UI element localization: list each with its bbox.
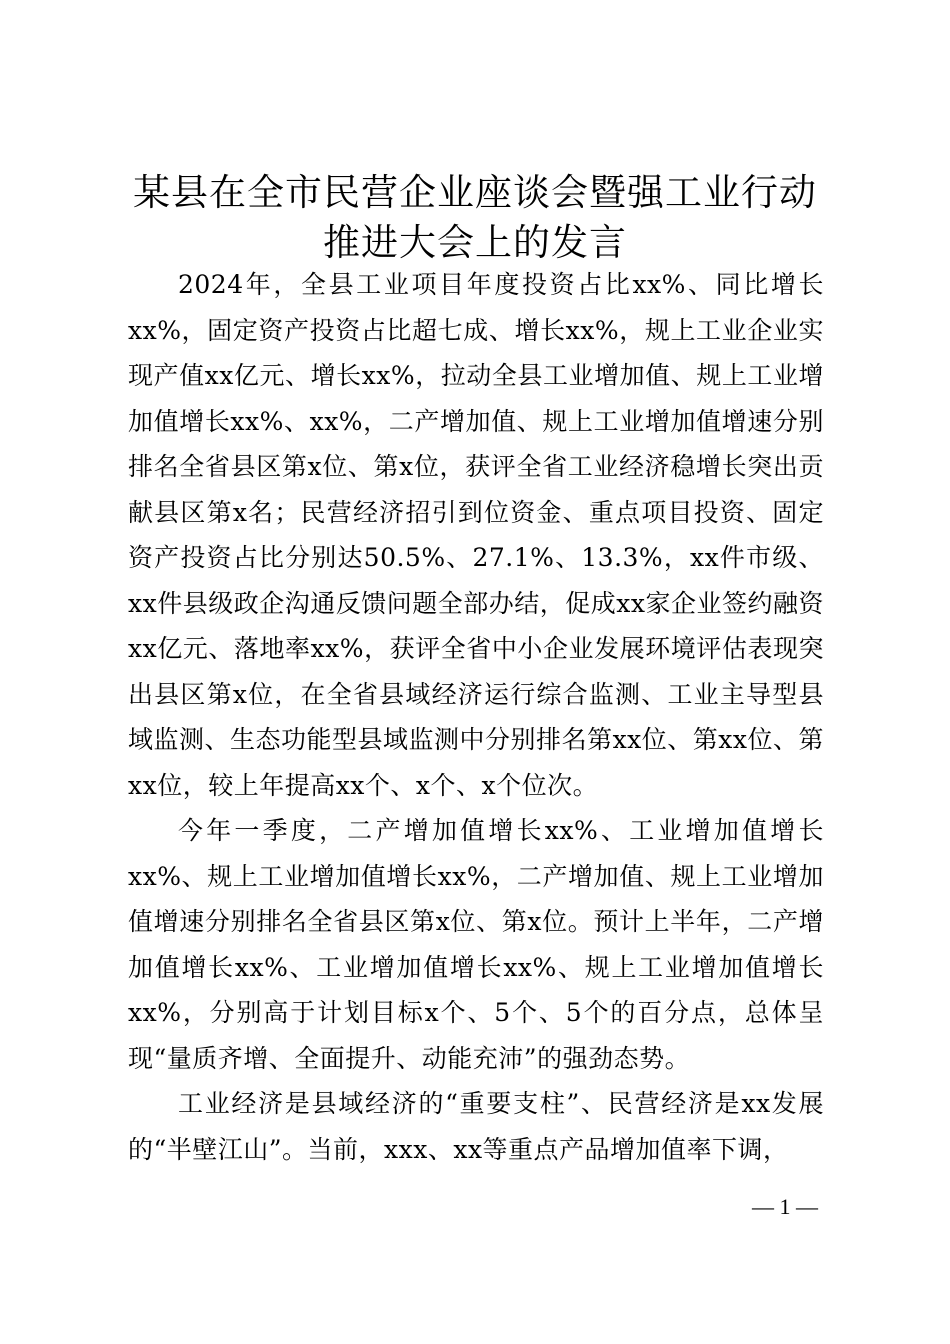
document-title: 某县在全市民营企业座谈会暨强工业行动推进大会上的发言	[133, 171, 817, 264]
paragraph-3: 工业经济是县域经济的“重要支柱”、民营经济是xx发展的“半壁江山”。当前，xxx、xx等重点产品增加值率下调，	[128, 1089, 824, 1164]
paragraph-1: 2024年，全县工业项目年度投资占比xx%、同比增长xx%，固定资产投资占比超七成、增长xx%，规上工业企业实现产值xx亿元、增长xx%，拉动全县工业增加值、规上工业增加值增长xx%、xx%，二产增加值、规上工业增加值增速分别排名全省县区第x位、第x位，获评全省工业经济稳增长突出贡献县区第x名；民营经济招引到位资金、重点项目投资、固定资产投资占比分别达50.5%、27.1%、13.3%，xx件市级、xx件县级政企沟通反馈问题全部办结，促成xx家企业签约融资xx亿元、落地率xx%，获评全省中小企业发展环境评估表现突出县区第x位，在全省县域经济运行综合监测、工业主导型县域监测、生态功能型县域监测中分别排名第xx位、第xx位、第xx位，较上年提高xx个、x个、x个位次。	[128, 270, 824, 800]
document-body	[128, 262, 824, 1172]
page-number: — 1 —	[752, 1194, 818, 1219]
paragraph-2: 今年一季度，二产增加值增长xx%、工业增加值增长xx%、规上工业增加值增长xx%，二产增加值、规上工业增加值增速分别排名全省县区第x位、第x位。预计上半年，二产增加值增长xx%、工业增加值增长xx%、规上工业增加值增长xx%，分别高于计划目标x个、5个、5个的百分点，总体呈现“量质齐增、全面提升、动能充沛”的强劲态势。	[128, 816, 824, 1073]
